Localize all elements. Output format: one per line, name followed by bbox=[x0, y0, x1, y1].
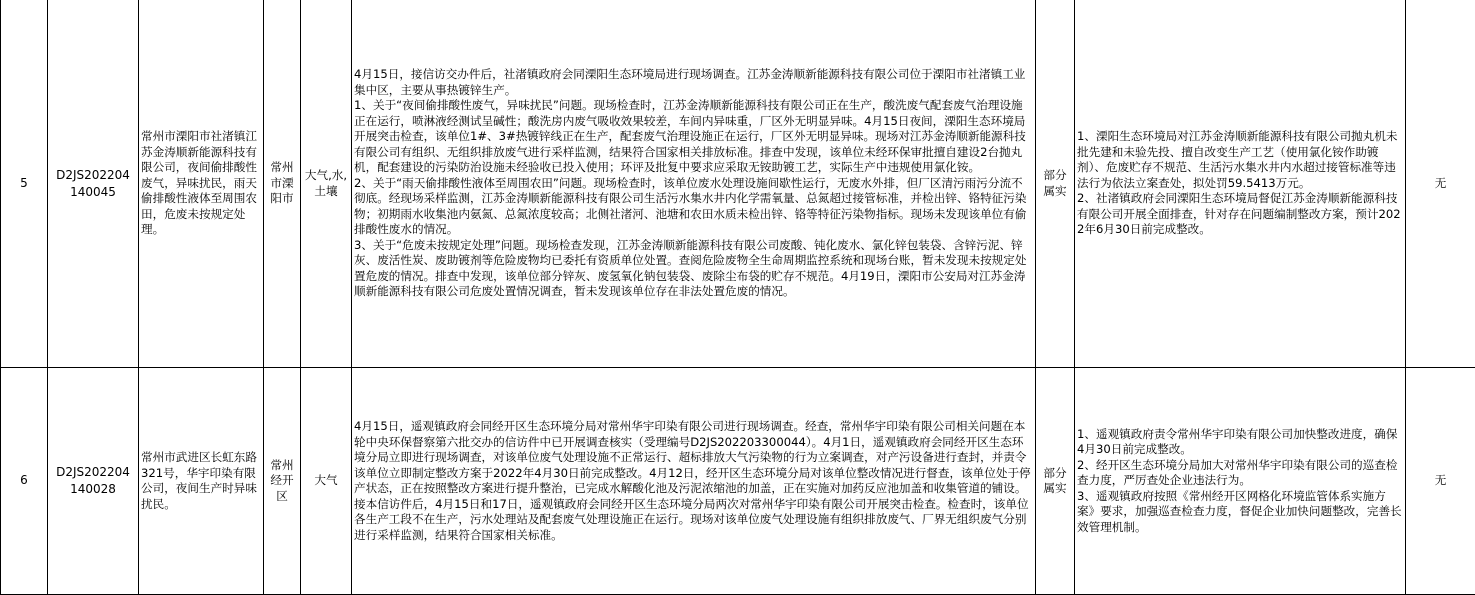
measure-item: 1、溧阳生态环境局对江苏金涛顺新能源科技有限公司抛丸机未批先建和未验先投、擅自改变生产工艺（使用氯化铵作助镀剂）、危废贮存不规范、生活污水集水井内水超过接管标准等违法行为依法立案查处，拟处罚59.5413万元。 bbox=[1077, 129, 1398, 190]
pollution-type-cell: 大气 bbox=[301, 368, 352, 595]
case-code-part1: D2JS202204 bbox=[56, 465, 130, 479]
region-cell: 常州经开区 bbox=[264, 368, 301, 595]
region-cell: 常州市溧阳市 bbox=[264, 0, 301, 368]
measure-item: 2、社渚镇政府会同溧阳生态环境局督促江苏金涛顺新能源科技有限公司开展全面排查，针对存在问题编制整改方案，预计2022年6月30日前完成整改。 bbox=[1077, 191, 1401, 237]
seq-cell: 5 bbox=[1, 0, 48, 368]
complaint-cell: 常州市溧阳市社渚镇江苏金涛顺新能源科技有限公司，夜间偷排酸性废气，异味扰民，雨天偷排酸性液体至周围农田，危废未按规定处理。 bbox=[139, 0, 264, 368]
investigation-cell bbox=[352, 368, 1036, 595]
investigation-paragraph: 3、关于“危废未按规定处理”问题。现场检查发现，江苏金涛顺新能源科技有限公司废酸、钝化废水、氯化锌包装袋、含锌污泥、锌灰、废活性炭、废助镀剂等危险废物均已委托有资质单位处置。查阅危险废物全生命周期监控系统和现场台账，暂未发现未按规定处置危废的情况。排查中发现，该单位部分锌灰、废氢氧化钠包装袋、废除尘布袋的贮存不规范。4月19日，溧阳市公安局对江苏金涛顺新能源科技有限公司危废处置情况调查，暂未发现该单位存在非法处置危废的情况。 bbox=[354, 237, 1027, 299]
measure-item: 3、遥观镇政府按照《常州经开区网格化环境监管体系实施方案》要求，加强巡查检查力度，督促企业加快问题整改，完善长效管理机制。 bbox=[1077, 488, 1402, 534]
investigation-paragraph: 1、关于“夜间偷排酸性废气，异味扰民”问题。现场检查时，江苏金涛顺新能源科技有限公司正在生产，酸洗废气配套废气治理设施正在运行，喷淋液经测试呈碱性；酸洗房内废气吸收效果较差，车间内异味重，厂区外无明显异味。4月15日夜间，溧阳生态环境局开展突击检查，该单位1#、3#热镀锌线正在生产，配套废气治理设施正在运行，厂区外无明显异味。现场对江苏金涛顺新能源科技有限公司有组织、无组织排放废气进行采样监测，结果符合国家相关排放标准。排查中发现，该单位未经环保审批擅自建设2台抛丸机，配套建设的污染防治设施未经验收已投入使用；环评及批复中要求应采取无铵助镀工艺，实际生产中违规使用氯化铵。 bbox=[354, 98, 1026, 175]
table-row bbox=[1, 0, 1475, 368]
investigation-paragraph: 2、关于“雨天偷排酸性液体至周围农田”问题。现场检查时，该单位废水处理设施间歇性运行，无废水外排，但厂区清污雨污分流不彻底。经现场采样监测，江苏金涛顺新能源科技有限公司生活污水集水井内化学需氧量、总氮超过接管标准，并检出锌、铬特征污染物；初期雨水收集池内氨氮、总氮浓度较高；北侧社渚河、池塘和农田水质未检出锌、铬等特征污染物指标。现场未发现该单位有偷排酸性废水的情况。 bbox=[354, 175, 1027, 237]
investigation-paragraph: 接本信访件后，4月15日和17日，遥观镇政府会同经开区生态环境分局两次对常州华宇印染有限公司开展突击检查。检查时，该单位各生产工段不在生产，污水处理站及配套废气处理设施正在运行。现场对该单位废气处理设施有组织排放废气、厂界无组织废气分别进行采样监测，结果符合国家相关标准。 bbox=[354, 496, 1029, 542]
case-code-part2: 140045 bbox=[70, 184, 116, 199]
measure-item: 2、经开区生态环境分局加大对常州华宇印染有限公司的巡查检查力度，严厉查处企业违法行为。 bbox=[1077, 457, 1398, 488]
accountability-cell: 无 bbox=[1406, 368, 1475, 595]
case-code-cell bbox=[48, 368, 139, 595]
case-code-part1: D2JS202204 bbox=[56, 167, 130, 182]
investigation-paragraph: 4月15日，遥观镇政府会同经开区生态环境分局对常州华宇印染有限公司进行现场调查。经查，常州华宇印染有限公司相关问题在本轮中央环保督察第六批交办的信访件中已开展调查核实（受理编号D2JS202203300044）。4月1日，遥观镇政府会同经开区生态环境分局立即进行现场调查，对该单位废气处理设施不正常运行、超标排放大气污染物的行为立案调查，对产污设备进行查封，并责令该单位立即制定整改方案于2022年4月30日前完成整改。4月12日，经开区生态环境分局对该单位整改情况进行督查，该单位处于停产状态，正在按照整改方案进行提升整治，已完成水解酸化池及污泥浓缩池的加盖，正在实施对加药反应池加盖和收集管道的铺设。 bbox=[354, 419, 1031, 495]
measures-cell bbox=[1075, 368, 1406, 595]
seq-cell: 6 bbox=[1, 368, 48, 595]
table-row bbox=[1, 368, 1475, 595]
investigation-cell bbox=[352, 0, 1036, 368]
verdict-cell: 部分属实 bbox=[1036, 368, 1075, 595]
case-code-part2: 140028 bbox=[70, 482, 116, 496]
measures-cell bbox=[1075, 0, 1406, 368]
investigation-paragraph: 4月15日，接信访交办件后，社渚镇政府会同溧阳生态环境局进行现场调查。江苏金涛顺新能源科技有限公司位于溧阳市社渚镇工业集中区，主要从事热镀锌生产。 bbox=[354, 67, 1026, 97]
accountability-cell: 无 bbox=[1406, 0, 1475, 368]
complaint-cell: 常州市武进区长虹东路321号，华宇印染有限公司，夜间生产时异味扰民。 bbox=[139, 368, 264, 595]
case-code-cell bbox=[48, 0, 139, 368]
pollution-type-cell: 大气,水,土壤 bbox=[301, 0, 352, 368]
measure-item: 1、遥观镇政府责令常州华宇印染有限公司加快整改进度，确保4月30日前完成整改。 bbox=[1077, 426, 1398, 457]
verdict-cell: 部分属实 bbox=[1036, 0, 1075, 368]
